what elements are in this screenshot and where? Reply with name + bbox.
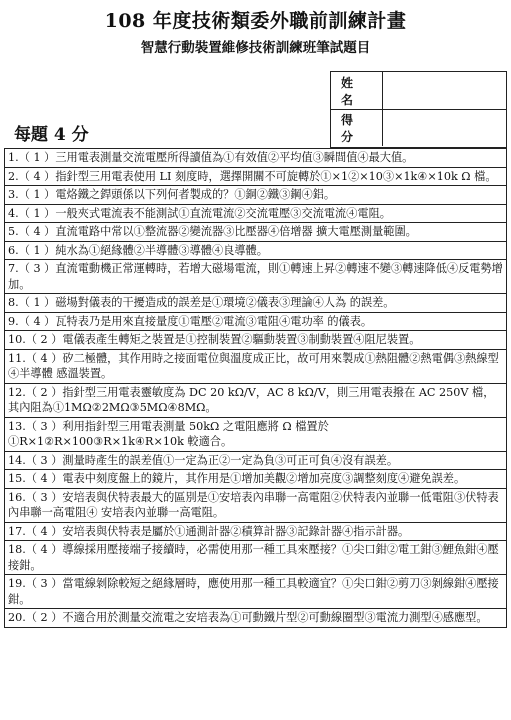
question-text: 不適合用於測量交流電之安培表為①可動鐵片型②可動線圈型③電流力測型④感應型。	[62, 611, 488, 624]
question-row	[5, 349, 507, 383]
question-cell: 20.（ 2 ）不適合用於測量交流電之安培表為①可動鐵片型②可動線圈型③電流力測型④感應型。	[5, 609, 507, 628]
question-row	[5, 223, 507, 242]
question-text: 一般夾式電流表不能測試①直流電流②交流電壓③交流電流④電阻。	[55, 206, 391, 220]
question-number: 1.	[8, 151, 19, 164]
question-row	[5, 186, 507, 205]
question-cell: 7.（ 3 ）直流電動機正常運轉時，若增大磁場電流，則①轉速上昇②轉速不變③轉速降低④反電勢增加。	[5, 260, 507, 294]
question-text: 直流電動機正常運轉時，若增大磁場電流，則①轉速上昇②轉速不變③轉速降低④反電勢增加。	[8, 262, 503, 291]
question-text: 測量時產生的誤差值①一定為正②一定為負③可正可負④沒有誤差。	[62, 453, 399, 467]
question-row	[5, 383, 507, 417]
question-number: 18.	[8, 543, 26, 556]
page-subtitle: 智慧行動裝置維修技術訓練班筆試題目	[140, 40, 371, 56]
question-text: 指針型三用電表使用 LI 刻度時，選擇開關不可旋轉於①×1②×10③×1k④×10k Ω 檔。	[55, 169, 497, 183]
question-answer: 3	[40, 577, 48, 590]
question-answer: 4	[40, 472, 48, 485]
question-row	[5, 575, 507, 609]
question-text: 利用指針型三用電表測量 50kΩ 之電阻應將 Ω 檔置於①R×1②R×100③R×1k④R×10k 較適合。	[8, 419, 329, 448]
question-cell: 15.（ 4 ）電表中刻度盤上的鏡片，其作用是①增加美觀②增加亮度③調整刻度④避免誤差。	[5, 470, 507, 489]
question-text: 矽二極體，其作用時之接面電位與溫度成正比，故可用來製成①熱阻體②熱電偶③熱線型④半導體 感溫裝置。	[8, 351, 499, 380]
question-row	[5, 241, 507, 260]
question-row	[5, 522, 507, 541]
question-cell: 4.（ 1 ）一般夾式電流表不能測試①直流電流②交流電壓③交流電流④電阻。	[5, 204, 507, 223]
question-answer: 4	[33, 169, 41, 183]
name-label: 姓 名	[331, 72, 383, 109]
question-cell: 16.（ 3 ）安培表與伏特表最大的區別是①安培表內串聯一高電阻②伏特表內並聯一低電阻③伏特表內串聯一高電阻④ 安培表內並聯一高電阻。	[5, 488, 507, 522]
question-answer: 4	[40, 524, 48, 538]
question-answer: 3	[40, 453, 48, 467]
question-answer: 3	[33, 262, 41, 275]
question-cell: 11.（ 4 ）矽二極體，其作用時之接面電位與溫度成正比，故可用來製成①熱阻體②熱電偶③熱線型④半導體 感溫裝置。	[5, 349, 507, 383]
question-number: 5.	[8, 225, 19, 238]
question-cell: 18.（ 4 ）導線採用壓接端子接續時，必需使用那一種工具來壓接？①尖口鉗②電工鉗③鯉魚鉗④壓接鉗。	[5, 541, 507, 575]
question-text: 指針型三用電表靈敏度為 DC 20 kΩ/V，AC 8 kΩ/V，則三用電表撥在 AC 250V 檔，其內阻為①1MΩ②2MΩ③5MΩ④8MΩ。	[8, 385, 495, 414]
question-cell: 6.（ 1 ）純水為①絕緣體②半導體③導體④良導體。	[5, 241, 507, 260]
score-label: 得 分	[331, 109, 383, 146]
question-row	[5, 541, 507, 575]
question-number: 14.	[8, 453, 26, 467]
question-answer: 4	[33, 314, 41, 328]
question-number: 6.	[8, 243, 19, 257]
question-answer: 4	[40, 351, 48, 365]
question-answer: 1	[33, 296, 41, 309]
question-cell: 2.（ 4 ）指針型三用電表使用 LI 刻度時，選擇開關不可旋轉於①×1②×10③×1k④×10k Ω 檔。	[5, 167, 507, 186]
question-answer: 2	[40, 611, 48, 624]
score-row	[331, 109, 506, 146]
question-cell: 13.（ 3 ）利用指針型三用電表測量 50kΩ 之電阻應將 Ω 檔置於①R×1②R×100③R×1k④R×10k 較適合。	[5, 417, 507, 451]
question-answer: 4	[33, 225, 41, 238]
question-answer: 2	[40, 333, 48, 346]
question-text: 電表中刻度盤上的鏡片，其作用是①增加美觀②增加亮度③調整刻度④避免誤差。	[62, 472, 466, 485]
question-row	[5, 167, 507, 186]
question-number: 15.	[8, 472, 26, 485]
name-row	[331, 72, 506, 110]
question-cell: 5.（ 4 ）直流電路中常以①整流器②變流器③比壓器④倍增器 擴大電壓測量範圍。	[5, 223, 507, 242]
question-cell: 19.（ 3 ）當電線剝除較短之絕緣層時，應使用那一種工具較適宜？①尖口鉗②剪刀③剝線鉗④壓接鉗。	[5, 575, 507, 609]
question-row	[5, 312, 507, 331]
question-text: 純水為①絕緣體②半導體③導體④良導體。	[55, 243, 268, 257]
score-note: 每題 4 分	[14, 125, 89, 145]
question-row	[5, 417, 507, 451]
question-cell: 10.（ 2 ）電儀表產生轉矩之裝置是①控制裝置②驅動裝置③制動裝置④阻尼裝置。	[5, 331, 507, 350]
question-answer: 1	[33, 188, 41, 201]
question-text: 磁場對儀表的干擾造成的誤差是①環境②儀表③理論④人為 的誤差。	[55, 296, 395, 309]
question-number: 20.	[8, 611, 26, 624]
question-answer: 3	[40, 419, 48, 433]
question-cell: 17.（ 4 ）安培表與伏特表是屬於①通測計器②積算計器③記錄計器④指示計器。	[5, 522, 507, 541]
question-number: 16.	[8, 490, 26, 504]
question-text: 安培表與伏特表最大的區別是①安培表內串聯一高電阻②伏特表內並聯一低電阻③伏特表內串聯一高電阻④ 安培表內並聯一高電阻。	[8, 490, 499, 519]
question-answer: 3	[40, 490, 48, 504]
question-cell: 12.（ 2 ）指針型三用電表靈敏度為 DC 20 kΩ/V，AC 8 kΩ/V，則三用電表撥在 AC 250V 檔，其內阻為①1MΩ②2MΩ③5MΩ④8MΩ。	[5, 383, 507, 417]
question-text: 安培表與伏特表是屬於①通測計器②積算計器③記錄計器④指示計器。	[62, 524, 410, 538]
question-answer: 1	[33, 151, 41, 164]
question-text: 三用電表測量交流電壓所得讀值為①有效值②平均值③瞬間值④最大值。	[55, 151, 414, 164]
question-row	[5, 149, 507, 168]
question-number: 17.	[8, 524, 26, 538]
question-text: 當電線剝除較短之絕緣層時，應使用那一種工具較適宜？①尖口鉗②剪刀③剝線鉗④壓接鉗。	[8, 577, 499, 606]
question-number: 12.	[8, 385, 26, 399]
question-cell: 9.（ 4 ）瓦特表乃是用來直接量度①電壓②電流③電阻④電功率 的儀表。	[5, 312, 507, 331]
question-answer: 4	[40, 543, 48, 556]
question-row	[5, 609, 507, 628]
question-number: 3.	[8, 188, 19, 201]
question-number: 19.	[8, 577, 26, 590]
question-row	[5, 470, 507, 489]
question-number: 8.	[8, 296, 19, 309]
question-text: 電儀表產生轉矩之裝置是①控制裝置②驅動裝置③制動裝置④阻尼裝置。	[62, 333, 421, 346]
question-number: 11.	[8, 351, 26, 365]
question-text: 電烙鐵之銲頭係以下列何者製成的？①銅②鐵③鋼④鋁。	[55, 188, 336, 201]
name-score-box	[330, 71, 507, 148]
question-cell: 1.（ 1 ）三用電表測量交流電壓所得讀值為①有效值②平均值③瞬間值④最大值。	[5, 149, 507, 168]
question-number: 7.	[8, 262, 19, 275]
question-row	[5, 331, 507, 350]
questions-table	[4, 148, 507, 628]
question-cell: 14.（ 3 ）測量時產生的誤差值①一定為正②一定為負③可正可負④沒有誤差。	[5, 451, 507, 470]
question-answer: 1	[33, 206, 41, 220]
question-row	[5, 204, 507, 223]
question-answer: 1	[33, 243, 41, 257]
question-cell: 8.（ 1 ）磁場對儀表的干擾造成的誤差是①環境②儀表③理論④人為 的誤差。	[5, 294, 507, 313]
question-number: 10.	[8, 333, 26, 346]
question-row	[5, 488, 507, 522]
question-number: 2.	[8, 169, 19, 183]
question-text: 導線採用壓接端子接續時，必需使用那一種工具來壓接？①尖口鉗②電工鉗③鯉魚鉗④壓接鉗。	[8, 543, 499, 572]
question-number: 13.	[8, 419, 26, 433]
question-text: 直流電路中常以①整流器②變流器③比壓器④倍增器 擴大電壓測量範圍。	[55, 225, 417, 238]
question-row	[5, 260, 507, 294]
question-row	[5, 294, 507, 313]
question-row	[5, 451, 507, 470]
page-title: 108 年度技術類委外職前訓練計畫	[104, 10, 407, 32]
question-text: 瓦特表乃是用來直接量度①電壓②電流③電阻④電功率 的儀表。	[55, 314, 373, 328]
question-number: 4.	[8, 206, 19, 220]
question-number: 9.	[8, 314, 19, 328]
question-cell: 3.（ 1 ）電烙鐵之銲頭係以下列何者製成的？①銅②鐵③鋼④鋁。	[5, 186, 507, 205]
question-answer: 2	[40, 385, 48, 399]
